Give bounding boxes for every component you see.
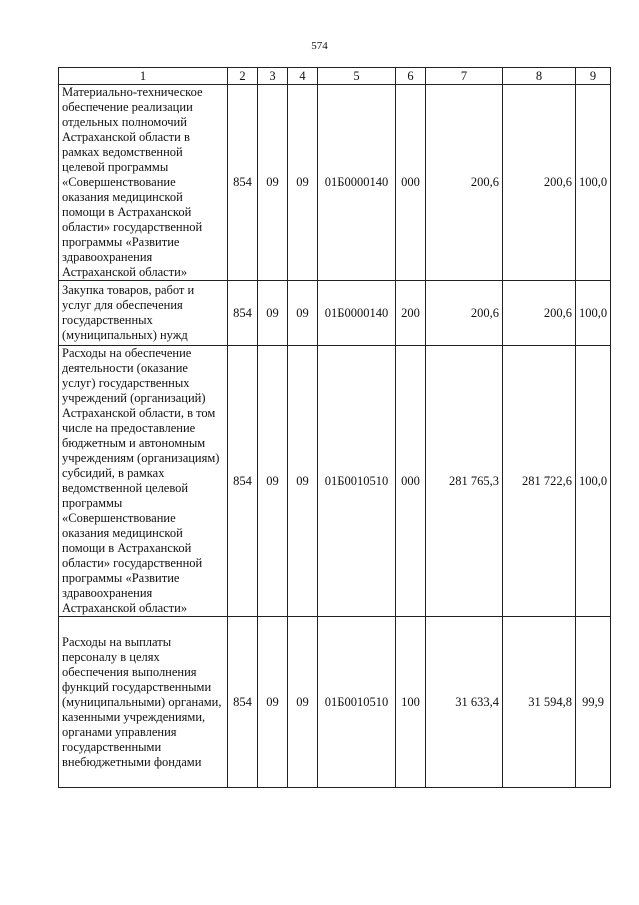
- column-header: 5: [318, 68, 396, 85]
- table-row: [59, 281, 611, 346]
- ministry-code-cell: 854: [228, 617, 258, 788]
- plan-amount-cell: 31 633,4: [426, 617, 503, 788]
- column-header: 3: [258, 68, 288, 85]
- expense-name-cell: Расходы на выплаты персоналу в целях обеспечения выполнения функций государственными (муниципальными) органами, казенными учреждениями, органами управления государственными внебюджетными фондами: [59, 617, 228, 788]
- actual-amount-cell: 200,6: [503, 281, 576, 346]
- column-header: 8: [503, 68, 576, 85]
- expense-name-cell: Расходы на обеспечение деятельности (оказание услуг) государственных учреждений (организаций) Астраханской области, в том числе на предоставление бюджетным и автономным учреждениям (организациям) субсидий, в рамках ведомственной целевой программы «Совершенствование оказания медицинской помощи в Астраханской области» государственной программы «Развитие здравоохранения Астраханской области»: [59, 346, 228, 617]
- target-code-cell: 01Б0000140: [318, 281, 396, 346]
- ministry-code-cell: 854: [228, 281, 258, 346]
- percent-cell: 100,0: [576, 85, 611, 281]
- table-row: [59, 617, 611, 788]
- subsection-code-cell: 09: [288, 346, 318, 617]
- ministry-code-cell: 854: [228, 85, 258, 281]
- expense-type-cell: 000: [396, 346, 426, 617]
- section-code-cell: 09: [258, 617, 288, 788]
- expense-type-cell: 200: [396, 281, 426, 346]
- column-header: 6: [396, 68, 426, 85]
- actual-amount-cell: 31 594,8: [503, 617, 576, 788]
- target-code-cell: 01Б0000140: [318, 85, 396, 281]
- target-code-cell: 01Б0010510: [318, 617, 396, 788]
- plan-amount-cell: 281 765,3: [426, 346, 503, 617]
- expense-name-cell: Закупка товаров, работ и услуг для обеспечения государственных (муниципальных) нужд: [59, 281, 228, 346]
- section-code-cell: 09: [258, 281, 288, 346]
- column-header: 7: [426, 68, 503, 85]
- plan-amount-cell: 200,6: [426, 281, 503, 346]
- page-number: 574: [311, 40, 328, 52]
- table-row: [59, 85, 611, 281]
- subsection-code-cell: 09: [288, 85, 318, 281]
- column-header: 4: [288, 68, 318, 85]
- column-header: 9: [576, 68, 611, 85]
- column-header: 2: [228, 68, 258, 85]
- percent-cell: 100,0: [576, 346, 611, 617]
- subsection-code-cell: 09: [288, 617, 318, 788]
- actual-amount-cell: 281 722,6: [503, 346, 576, 617]
- plan-amount-cell: 200,6: [426, 85, 503, 281]
- column-header: 1: [59, 68, 228, 85]
- percent-cell: 100,0: [576, 281, 611, 346]
- actual-amount-cell: 200,6: [503, 85, 576, 281]
- percent-cell: 99,9: [576, 617, 611, 788]
- subsection-code-cell: 09: [288, 281, 318, 346]
- expense-type-cell: 000: [396, 85, 426, 281]
- table-row: [59, 346, 611, 617]
- section-code-cell: 09: [258, 346, 288, 617]
- expense-type-cell: 100: [396, 617, 426, 788]
- budget-table: [58, 67, 611, 788]
- expense-name-cell: Материально-техническое обеспечение реализации отдельных полномочий Астраханской области в рамках ведомственной целевой программы «Совершенствование оказания медицинской помощи в Астраханской области» государственной программы «Развитие здравоохранения Астраханской области»: [59, 85, 228, 281]
- ministry-code-cell: 854: [228, 346, 258, 617]
- section-code-cell: 09: [258, 85, 288, 281]
- target-code-cell: 01Б0010510: [318, 346, 396, 617]
- header-row: [59, 68, 611, 85]
